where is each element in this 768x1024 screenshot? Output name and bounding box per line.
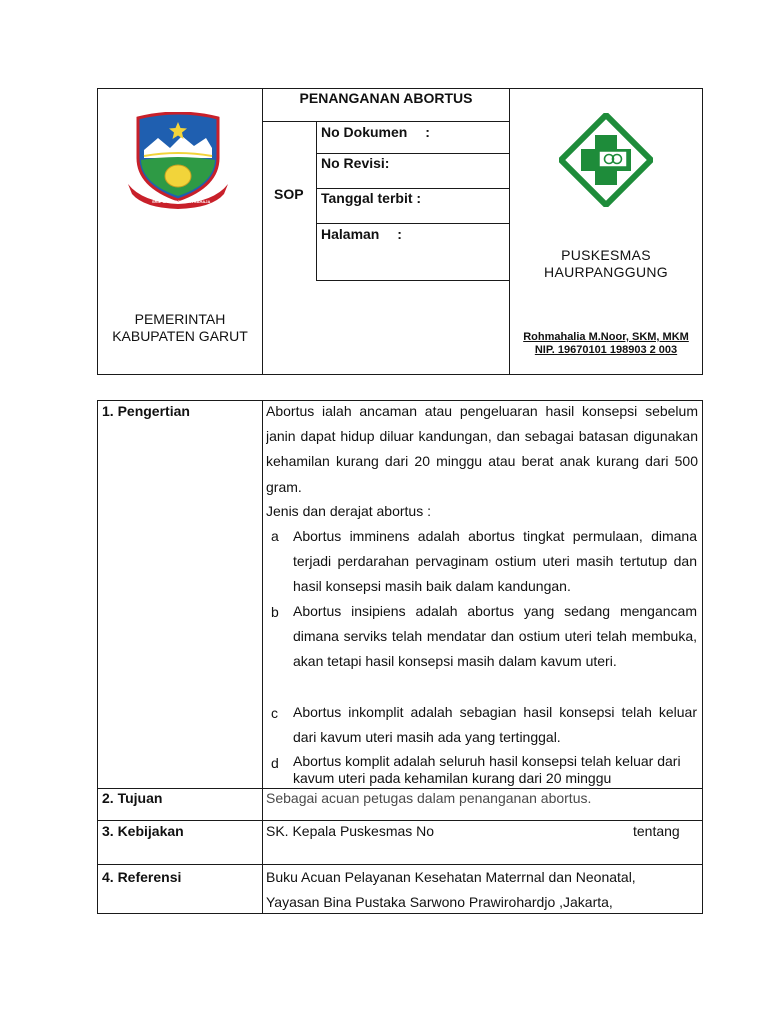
garut-emblem-logo bbox=[124, 112, 232, 210]
field-tanggal-terbit: Tanggal terbit : bbox=[321, 190, 422, 206]
pengertian-definition: Abortus ialah ancaman atau pengeluaran hasil konsepsi sebelum janin dapat hidup diluar kandungan, dan sebagai batasan digunakan kehamilan kurang dari 20 minggu atau berat anak kurang dari 500 gram. bbox=[266, 403, 698, 495]
signatory-name: Rohmahalia M.Noor, SKM, MKM bbox=[523, 331, 689, 343]
field-no-revisi: No Revisi: bbox=[321, 155, 390, 171]
field-halaman-label: Halaman bbox=[321, 226, 380, 242]
list-item-letter-d: d bbox=[271, 755, 279, 771]
kebijakan-text: SK. Kepala Puskesmas No bbox=[266, 823, 435, 839]
signatory-nip: NIP. 19670101 198903 2 003 bbox=[534, 344, 678, 356]
pengertian-types-heading: Jenis dan derajat abortus : bbox=[266, 503, 431, 519]
facility-name-line2: HAURPANGGUNG bbox=[544, 264, 668, 280]
field-no-dokumen bbox=[321, 124, 430, 140]
section-label-pengertian: 1. Pengertian bbox=[102, 403, 190, 419]
list-item-letter-b: b bbox=[271, 604, 279, 620]
section-label-kebijakan: 3. Kebijakan bbox=[102, 823, 184, 839]
document-title: PENANGANAN ABORTUS bbox=[299, 90, 473, 106]
government-name-line2: KABUPATEN GARUT bbox=[112, 328, 248, 344]
list-item-letter-a: a bbox=[271, 528, 279, 544]
sop-label: SOP bbox=[274, 186, 304, 202]
list-item-a: Abortus imminens adalah abortus tingkat permulaan, dimana terjadi perdarahan pervaginam ostium uteri masih tertutup dan hasil konsepsi masih baik dalam kandungan. bbox=[293, 528, 697, 595]
list-item-letter-c: c bbox=[271, 705, 278, 721]
referensi-line1: Buku Acuan Pelayanan Kesehatan Materrnal dan Neonatal, bbox=[266, 869, 636, 885]
kebijakan-text-tentang: tentang bbox=[633, 823, 680, 839]
field-halaman-sep: : bbox=[397, 226, 402, 242]
field-no-dokumen-label: No Dokumen bbox=[321, 124, 408, 140]
field-no-dokumen-sep: : bbox=[425, 124, 430, 140]
emblem-motto: SRIE SAWARGI NATA SAHAJA bbox=[152, 199, 211, 204]
section-label-referensi: 4. Referensi bbox=[102, 869, 182, 885]
section-label-tujuan: 2. Tujuan bbox=[102, 790, 163, 806]
facility-name-line1: PUSKESMAS bbox=[561, 247, 651, 263]
referensi-line2: Yayasan Bina Pustaka Sarwono Prawirohardjo ,Jakarta, bbox=[266, 894, 613, 910]
list-item-b: Abortus insipiens adalah abortus yang sedang mengancam dimana serviks telah mendatar dan ostium uteri telah membuka, akan tetapi hasil konsepsi masih dalam kavum uteri. bbox=[293, 603, 697, 670]
government-name-line1: PEMERINTAH bbox=[134, 311, 226, 327]
puskesmas-logo bbox=[559, 113, 653, 207]
list-item-d: Abortus komplit adalah seluruh hasil konsepsi telah keluar dari kavum uteri pada kehamilan kurang dari 20 minggu bbox=[293, 753, 681, 786]
list-item-c: Abortus inkomplit adalah sebagian hasil konsepsi telah keluar dari kavum uteri masih ada yang tertinggal. bbox=[293, 704, 697, 746]
tujuan-text: Sebagai acuan petugas dalam penanganan abortus. bbox=[266, 790, 592, 806]
field-halaman bbox=[321, 226, 402, 242]
